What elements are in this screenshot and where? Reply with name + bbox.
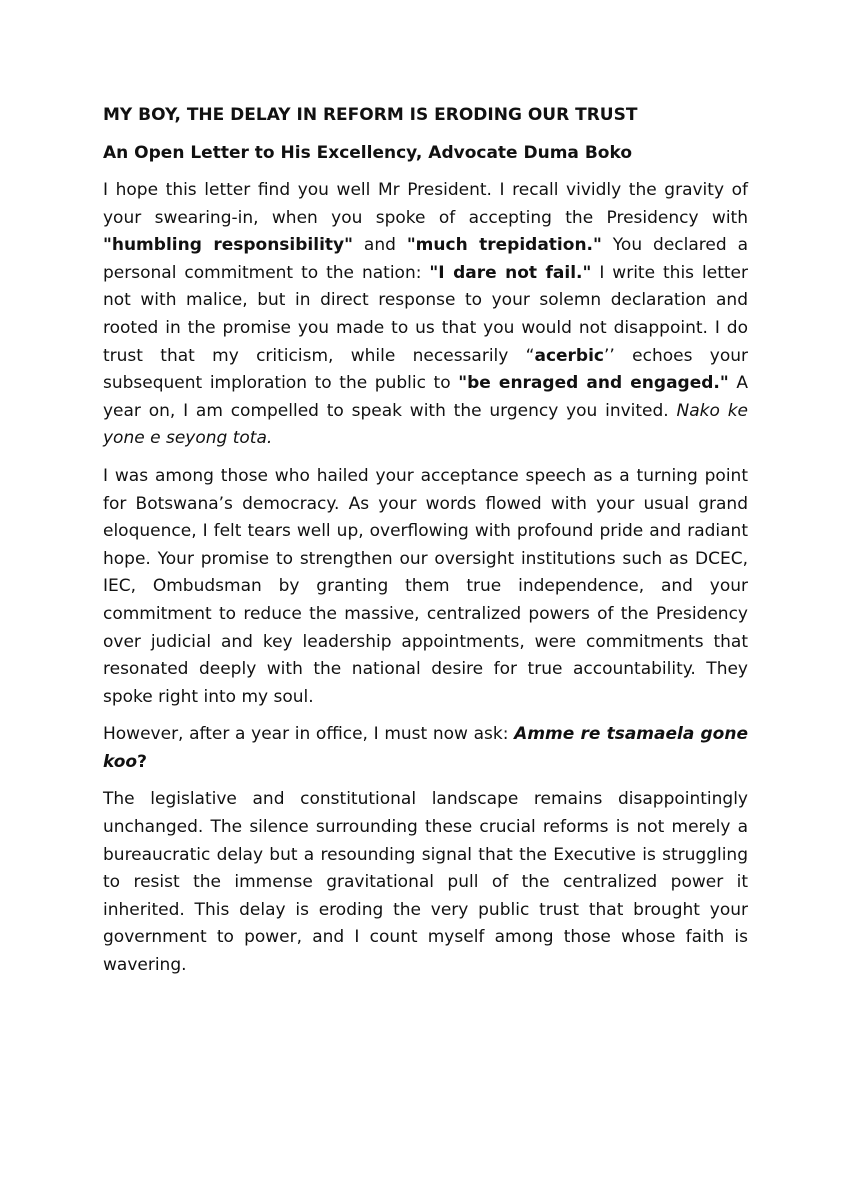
- paragraph-2: I was among those who hailed your acceptance speech as a turning point for Botswana’s democracy. As your words flowed with your usual grand eloquence, I felt tears well up, overflowing with profound pride and radiant hope. Your promise to strengthen our oversight institutions such as DCEC, IEC, Ombudsman by granting them true independence, and your commitment to reduce the massive, centralized powers of the Presidency over judicial and key leadership appointments, were commitments that resonated deeply with the national desire for true accountability. They spoke right into my soul.: [103, 465, 748, 707]
- p3-question-mark: ?: [137, 751, 147, 772]
- p3-text-1: However, after a year in office, I must now ask:: [103, 724, 515, 745]
- p1-text-6: A year on, I am compelled to speak with the urgency you invited.: [103, 373, 748, 421]
- letter-subtitle: An Open Letter to His Excellency, Advocate Duma Boko: [103, 143, 632, 163]
- p1-text-3: You declared a personal commitment to the nation:: [103, 235, 748, 283]
- p1-word-acerbic: acerbic: [534, 345, 605, 366]
- p1-text-2: and: [352, 235, 407, 256]
- p1-text-5: ’’ echoes your subsequent imploration to the public to: [103, 345, 749, 394]
- letter-page: [103, 103, 748, 990]
- p1-setswana-phrase: Nako ke yone e seyong tota.: [103, 400, 749, 449]
- p1-quote-trepidation: "much trepidation.": [406, 235, 602, 256]
- p1-text-4: I write this letter not with malice, but in direct response to your solemn declaration and rooted in the promise you made to us that you would not disappoint. I do trust that my criticism, while necessarily “: [103, 262, 748, 366]
- paragraph-1: [103, 177, 748, 453]
- p1-quote-dare-not-fail: "I dare not fail.": [429, 262, 592, 283]
- p1-quote-enraged: "be enraged and engaged.": [458, 373, 729, 394]
- paragraph-4: The legislative and constitutional landscape remains disappointingly unchanged. The silence surrounding these crucial reforms is not merely a bureaucratic delay but a resounding signal that the Executive is struggling to resist the immense gravitational pull of the centralized power it inherited. This delay is eroding the very public trust that brought your government to power, and I count myself among those whose faith is wavering.: [103, 789, 748, 976]
- p1-text-1: I hope this letter find you well Mr President. I recall vividly the gravity of your swearing-in, when you spoke of accepting the Presidency with: [103, 180, 748, 228]
- p1-quote-humbling: "humbling responsibility": [103, 235, 353, 256]
- p3-setswana-question: Amme re tsamaela gone koo: [103, 724, 748, 772]
- paragraph-3: [103, 721, 748, 776]
- letter-headline: MY BOY, THE DELAY IN REFORM IS ERODING OUR TRUST: [103, 105, 638, 125]
